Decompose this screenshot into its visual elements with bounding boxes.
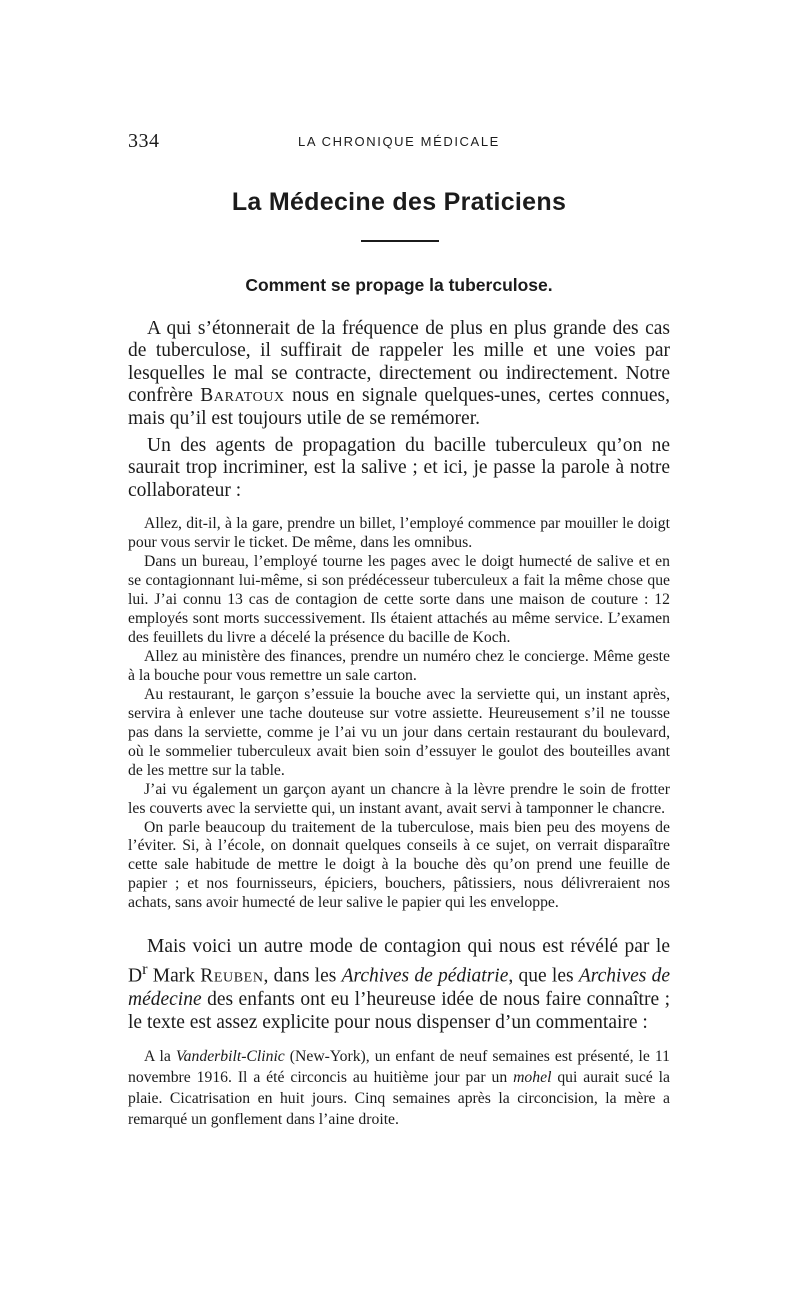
case-report [128,1046,670,1130]
intro-text-end: nous en signale quelques-unes, certes connues, mais qu’il est toujours utile de se remémorer. [128,385,670,429]
journal-archives-medecine: Archives de médecine [128,965,670,1010]
author-name-baratoux: Baratoux [200,385,285,407]
intro-paragraph-1 [128,318,670,430]
intro-paragraph-2: Un des agents de propagation du bacille tuberculeux qu’on ne saurait trop incriminer, est la salive ; et ici, je passe la parole à notre collaborateur : [128,435,670,501]
journal-archives-pediatrie: Archives de pédiatrie [341,965,509,987]
intro-text-start: A qui s’étonnerait de la fréquence de plus en plus grande des cas de tuberculose, il suffirait de rappeler les mille et une voies par lesquelles le mal se contracte, directement ou indirectement. Notre confrère [128,318,670,407]
title-divider [361,240,439,242]
article-title: La Médecine des Praticiens [231,188,567,216]
case-text-a: A la [144,1047,176,1065]
quote-paragraph: J’ai vu également un garçon ayant un chancre à la lèvre prendre le soin de frotter les couverts avec la serviette qui, un instant avant, avait servi à tamponner le chancre. [128,780,670,817]
second-section [128,935,670,1130]
author-name-reuben: Reuben [200,965,264,987]
quote-paragraph: Au restaurant, le garçon s’essuie la bouche avec la serviette qui, un instant après, servira à enlever une tache douteuse sur votre assiette. Heureusement s’il ne tousse pas dans la serviette, comme je l’ai vu un jour dans certain restaurant du boulevard, où le sommelier tuberculeux avait bien soin d’essuyer le goulot des bouteilles avant de les mettre sur la table. [128,685,670,779]
clinic-name: Vanderbilt-Clinic [175,1047,285,1065]
case-text-b: (New-York), un enfant de neuf semaines est présenté, le 11 novembre 1916. Il a été circoncis au huitième jour par un [128,1047,670,1086]
second-intro-e: des enfants ont eu l’heureuse idée de nous faire connaître ; le texte est assez explicite pour nous dispenser d’un commentaire : [128,988,670,1033]
quote-paragraph: Allez au ministère des finances, prendre un numéro chez le concierge. Même geste à la bouche pour vous remettre un sale carton. [128,647,670,684]
second-intro-a: Mais voici un autre mode de contagion qui nous est révélé par le D [128,936,670,987]
second-intro-b: Mark [147,965,201,987]
page-number: 334 [128,130,160,152]
quote-paragraph: Dans un bureau, l’employé tourne les pages avec le doigt humecté de salive et en se contagionnant lui-même, si son prédécesseur tuberculeux a fait la même chose que lui. J’ai connu 13 cas de contagion de cette sorte dans une maison de couture : 12 employés sont morts successivement. Ils étaient attachés au même service. L’examen des feuillets du livre a décelé la présence du bacille de Koch. [128,553,670,646]
case-text-c: qui aurait sucé la plaie. Cicatrisation en huit jours. Cinq semaines après la circoncision, la mère a remarqué un gonflement dans l’aine droite. [128,1068,670,1128]
article-body [128,318,670,1130]
running-header [128,130,670,152]
journal-title: LA CHRONIQUE MÉDICALE [298,134,500,149]
case-paragraph [128,1046,670,1130]
doctor-superscript: r [142,960,148,979]
second-intro-c: , dans les [263,965,342,987]
quote-paragraph: Allez, dit-il, à la gare, prendre un billet, l’employé commence par mouiller le doigt pour vous servir le ticket. De même, dans les omnibus. [128,515,670,552]
quote-paragraph: On parle beaucoup du traitement de la tuberculose, mais bien peu des moyens de l’éviter. Si, à l’école, on donnait quelques conseils à ce sujet, on verrait disparaître cette sale habitude de mettre le doigt à la bouche dès qu’on prend une feuille de papier ; et nos fournisseurs, épiciers, bouchers, pâtissiers, nous délivreraient nos achats, sans avoir humecté de leur salive le papier qui les enveloppe. [128,818,670,912]
quoted-testimony [128,515,670,913]
second-intro-paragraph [128,935,670,1034]
article-subtitle: Comment se propage la tuberculose. [245,275,553,295]
second-intro-d: , que les [508,965,579,987]
mohel-term: mohel [513,1068,552,1086]
